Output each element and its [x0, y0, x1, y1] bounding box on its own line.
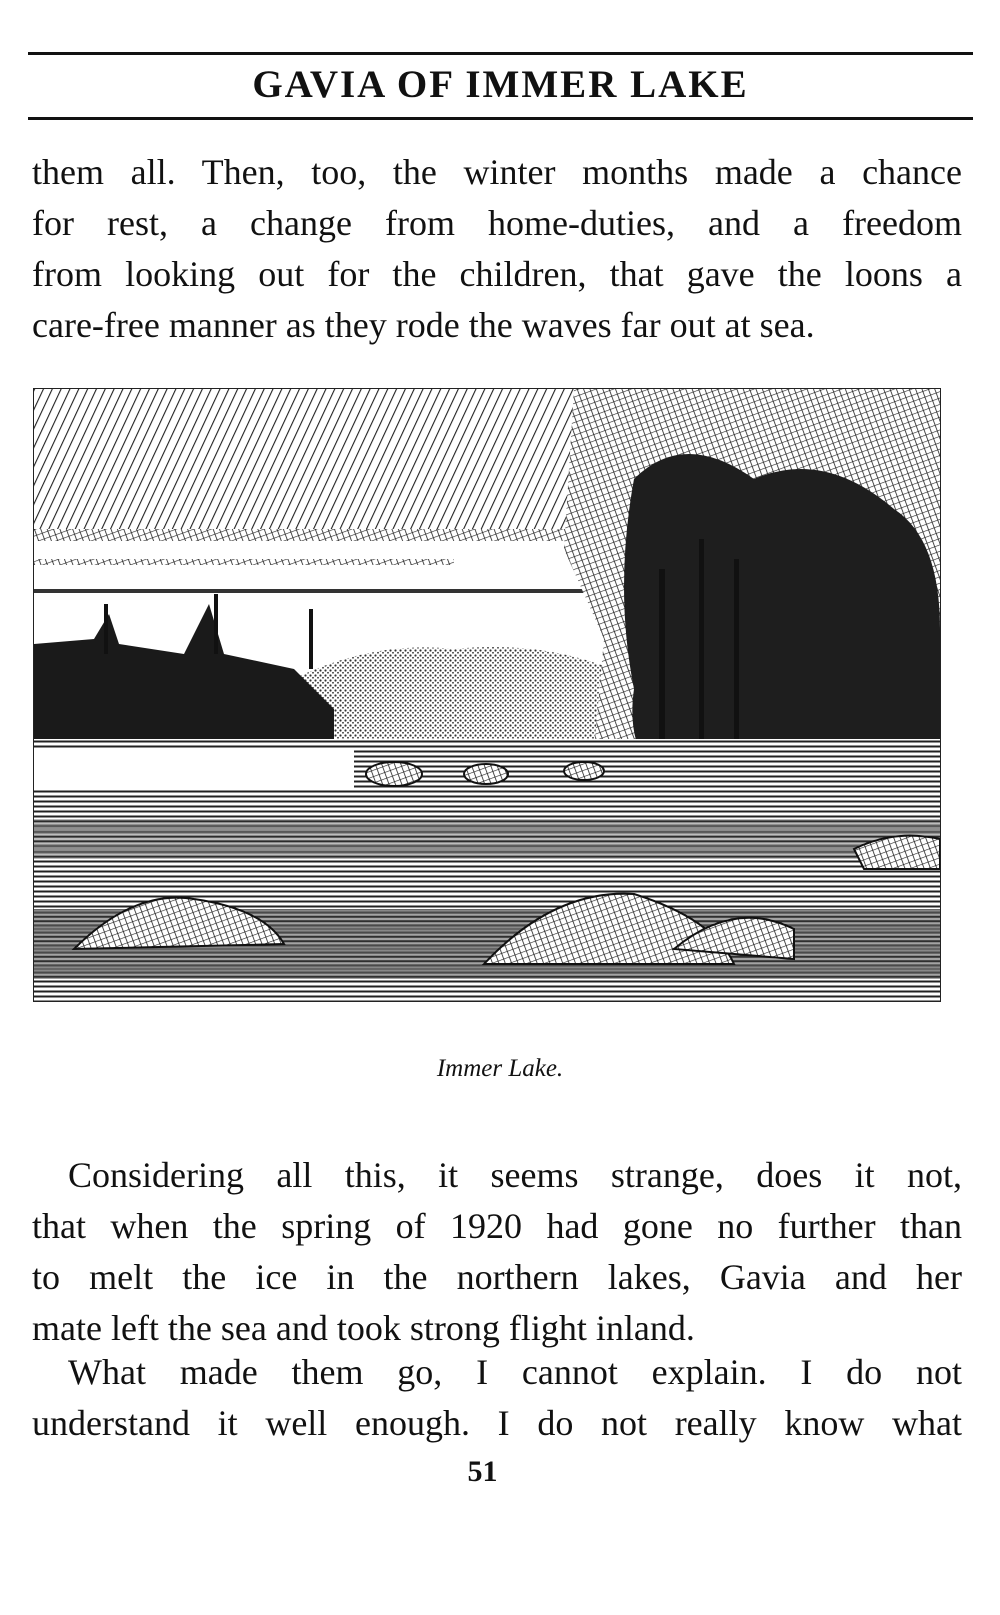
paragraph-1 — [32, 147, 962, 351]
rock — [464, 764, 508, 784]
header-rule-top — [28, 52, 973, 55]
figure-caption: Immer Lake. — [436, 1055, 564, 1082]
lake-illustration — [33, 388, 941, 1002]
paragraph-3 — [32, 1347, 962, 1449]
rock — [366, 762, 422, 786]
rock — [564, 762, 604, 780]
text-line: What made them go, I cannot explain. I do not — [68, 1352, 962, 1392]
text-line: mate left the sea and took strong flight inland. — [32, 1308, 695, 1348]
text-line: Considering all this, it seems strange, does it not, — [68, 1155, 962, 1195]
text-line: to melt the ice in the northern lakes, Gavia and her — [32, 1257, 962, 1297]
text-line: from looking out for the children, that gave the loons a — [32, 254, 962, 294]
running-header: GAVIA OF IMMER LAKE — [252, 63, 749, 106]
paragraph-2 — [32, 1150, 962, 1354]
text-line: for rest, a change from home-duties, and a freedom — [32, 203, 962, 243]
page-number: 51 — [467, 1455, 498, 1488]
text-line: them all. Then, too, the winter months made a chance — [32, 152, 962, 192]
text-line: that when the spring of 1920 had gone no further than — [32, 1206, 962, 1246]
text-line: care-free manner as they rode the waves far out at sea. — [32, 305, 815, 345]
text-line: understand it well enough. I do not really know what — [32, 1403, 962, 1443]
header-rule-bottom — [28, 117, 973, 120]
